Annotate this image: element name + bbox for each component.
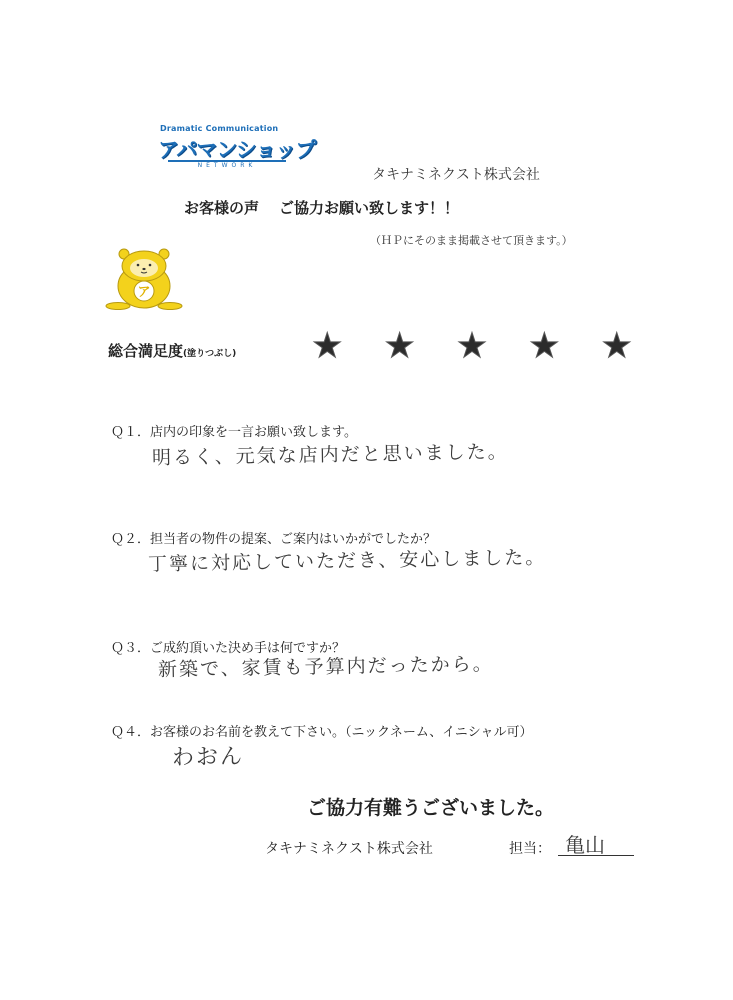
- star-icon: ★: [529, 326, 560, 366]
- question-3: Ｑ３．ご成約頂いた決め手は何ですか？: [111, 641, 346, 656]
- svg-text:ア: ア: [137, 285, 151, 300]
- logo-network: NETWORK: [168, 160, 286, 170]
- star-icon: ★: [601, 326, 632, 366]
- question-1: Ｑ１．店内の印象を一言お願い致します。: [111, 425, 357, 440]
- answer-1: 明るく、元気な店内だと思いました。: [151, 440, 509, 470]
- staff-underline: [558, 855, 634, 856]
- answer-4: わおん: [171, 744, 245, 771]
- company-name-bottom: タキナミネクスト株式会社: [265, 841, 433, 857]
- answer-2: 丁寧に対応していただき、安心しました。: [147, 546, 547, 576]
- answer-3: 新築で、家賃も予算内だったから。: [157, 653, 494, 681]
- rating-label: [108, 340, 236, 361]
- question-4: Ｑ４．お客様のお名前を教えて下さい。（ニックネーム、イニシャル可）: [111, 725, 533, 740]
- thanks-message: ご協力有難うございました。: [307, 797, 555, 819]
- question-2: Ｑ２．担当者の物件の提案、ご案内はいかがでしたか？: [111, 532, 437, 547]
- rating-label-sub: (塗りつぶし): [183, 349, 237, 359]
- page-title: [184, 197, 459, 218]
- logo-tagline: Dramatic Communication: [160, 124, 279, 133]
- title-part2: ご協力お願い致します！！: [279, 199, 460, 217]
- star-icon: ★: [384, 326, 415, 366]
- star-icon: ★: [456, 326, 488, 366]
- title-part1: お客様の声: [184, 199, 260, 217]
- star-icon: ★: [312, 326, 343, 366]
- publish-note: （ＨＰにそのまま掲載させて頂きます。）: [370, 234, 573, 247]
- brand-logo: アパマンショップ: [158, 138, 316, 162]
- rating-label-text: 総合満足度: [108, 342, 184, 360]
- staff-name: 亀山: [565, 833, 605, 857]
- rating-stars: [312, 328, 632, 364]
- company-name-top: タキナミネクスト株式会社: [372, 167, 540, 183]
- staff-label: 担当：: [509, 841, 551, 857]
- apaman-mascot-icon: [104, 246, 184, 310]
